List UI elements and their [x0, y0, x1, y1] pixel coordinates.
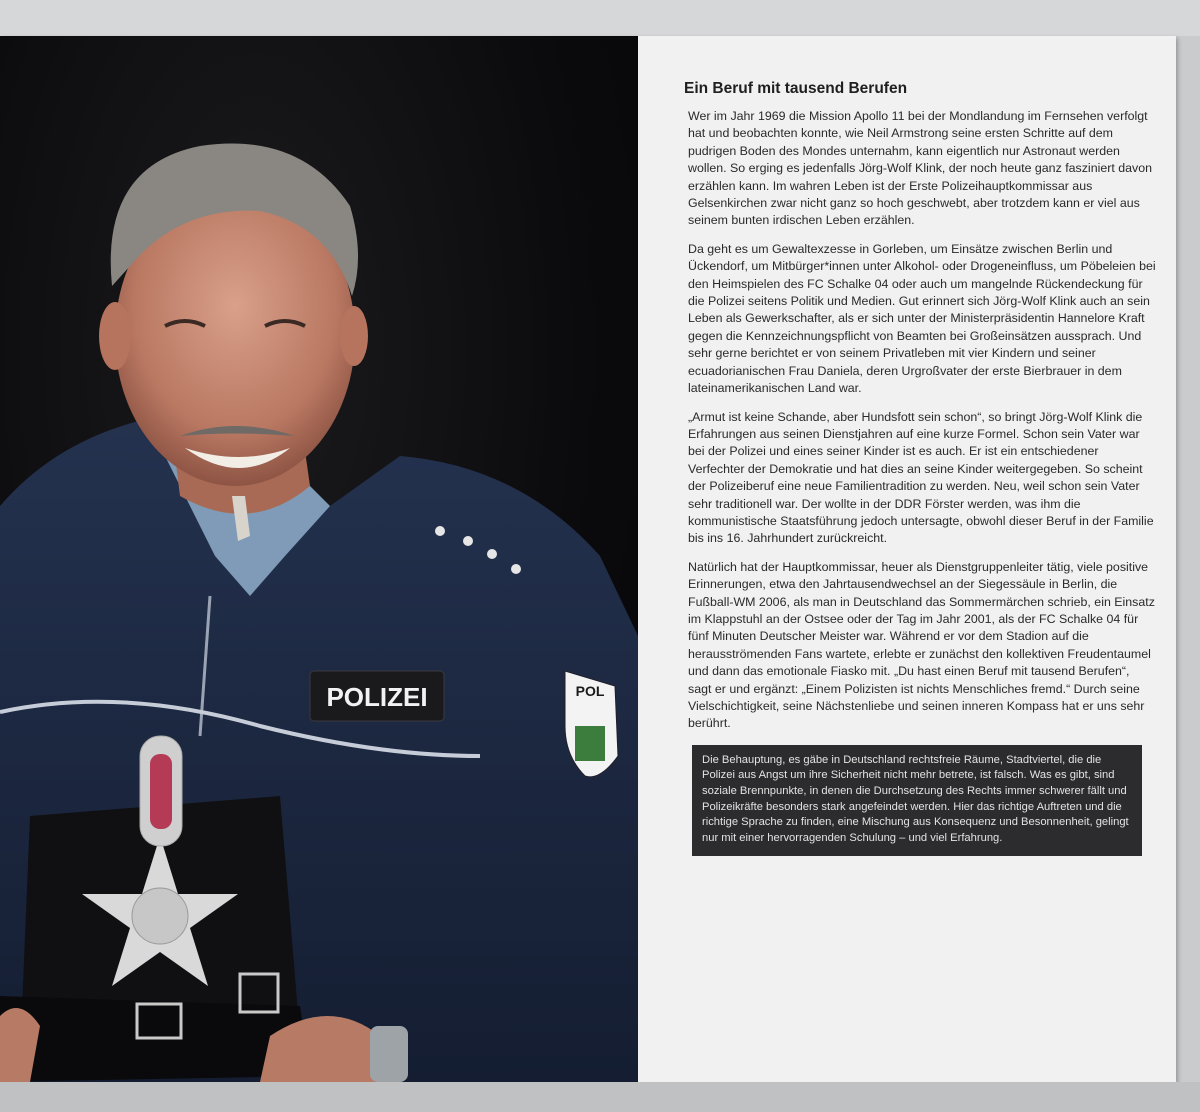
article-headline: Ein Beruf mit tausend Berufen — [684, 80, 908, 97]
article-paragraph: Wer im Jahr 1969 die Mission Apollo 11 bei der Mondlandung im Fernsehen verfolgt hat und beobachten konnte, wie Neil Armstrong seine ersten Schritte auf dem pudrigen Boden des Mondes unternahm, kann eigentlich nur Astronaut werden wollen. So erging es jedenfalls Jörg-Wolf Klink, der noch heute ganz fasziniert davon erzählen kann. Im wahren Leben ist der Erste Polizeihauptkommissar aus Gelsenkirchen zwar nicht ganz so hoch geschwebt, aber trotzdem kann er viel aus seinem bunten irdischen Leben erzählen. — [688, 109, 1152, 228]
polizei-patch-text: POLIZEI — [326, 682, 428, 712]
portrait-photo — [0, 36, 638, 1082]
callout-box: Die Behauptung, es gäbe in Deutschland rechtsfreie Räume, Stadtviertel, die die Polizei aus Angst um ihre Sicherheit nicht mehr betrete, ist falsch. Was es gibt, sind soziale Brennpunkte, in denen die Durchsetzung des Rechts immer schwerer fällt und Polizeikräfte besonders stark angefeindet werden. Hier das richtige Auftreten und die richtige Sprache zu finden, eine Mischung aus Konsequenz und Besonnenheit, gelingt nur mit einer hervorragenden Schulung – und viel Erfahrung. — [692, 745, 1142, 857]
article-column — [676, 80, 1156, 856]
wall-background-top — [0, 0, 1200, 36]
wall-background-bottom — [0, 1082, 1200, 1112]
ear-left — [99, 302, 131, 370]
article-paragraph: „Armut ist keine Schande, aber Hundsfott sein schon“, so bringt Jörg-Wolf Klink die Erfahrungen aus seinen Dienstjahren auf eine kurze Formel. Schon sein Vater war bei der Polizei und eines seiner Kinder ist es auch. Er ist ein entschiedener Verfechter der Demokratie und hat dies an seine Kinder weitergegeben. So scheint der Polizeiberuf eine neue Familientradition zu werden. Neu, weil schon sein Vater sehr traditionell war. Der wollte in der DDR Förster werden, was ihm die kommunistische Staatsführung jedoch untersagte, obwohl dieser Beruf in der Familie bis ins 16. Jahrhundert zurückreicht. — [688, 409, 1154, 546]
article-paragraph: Natürlich hat der Hauptkommissar, heuer als Dienstgruppenleiter tätig, viele positive Erinnerungen, etwa den Jahrtausendwechsel an der Siegessäule in Berlin, die Fußball-WM 2006, als man in Deutschland das Sommermärchen schrieb, ein Einsatz im Klappstuhl an der Ostsee oder der Tag im Jahr 2001, als der FC Schalke 04 für fünf Minuten Deutscher Meister war. Während er vor dem Stadion auf die herausströmenden Fans wartete, erlebte er zunächst den kollektiven Freudentaumel und dann das emotionale Fiasko mit. „Du hast einen Beruf mit tausend Berufen“, sagt er und ergänzt: „Einem Polizisten ist nichts Menschliches fremd.“ Durch seine Vielschichtigkeit, seine Nächstenliebe und seinen inneren Kompass hat er uns sehr berührt. — [688, 559, 1155, 731]
sleeve-patch-text: POL — [575, 683, 605, 699]
portrait-illustration — [0, 36, 638, 1082]
wristwatch — [370, 1026, 408, 1082]
article-paragraph: Da geht es um Gewaltexzesse in Gorleben, um Einsätze zwischen Berlin und Ückendorf, um Mitbürger*innen unter Alkohol- oder Drogeneinfluss, um Pöbeleien bei den Heimspielen des FC Schalke 04 oder auch um mangelnde Rückendeckung für die Polizei seitens Politik und Medien. Gut erinnert sich Jörg-Wolf Klink auch an sein Leben als Gewerkschafter, als er sich unter der Ministerpräsidentin Hannelore Kraft gegen die Kennzeichnungspflicht von Beamten bei Großeinsätzen aussprach. Und sehr gerne berichtet er von seinem Privatleben mit vier Kindern und seiner ecuadorianischen Frau Daniela, deren Urgroßvater der erste Bierbrauer in dem lateinamerikanischen Land war. — [688, 241, 1156, 396]
ear-right — [340, 306, 368, 366]
